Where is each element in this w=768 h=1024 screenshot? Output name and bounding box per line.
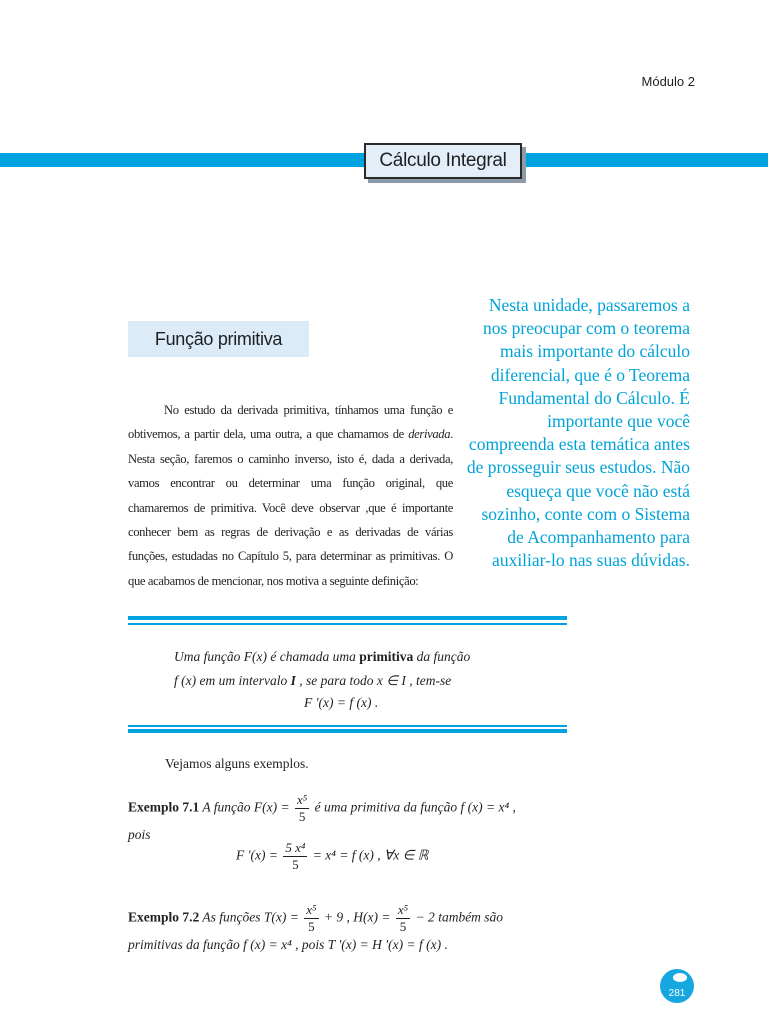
- def-l2-a: em um intervalo: [196, 673, 291, 688]
- example-1-f: f (x) = x⁴ ,: [460, 799, 516, 815]
- example-1-eq-fraction: [283, 840, 307, 873]
- example-1-eq-den: 5: [292, 857, 299, 872]
- example-2-text-a: As funções: [199, 909, 264, 925]
- example-1-label: Exemplo 7.1: [128, 799, 200, 815]
- definition-rule-top-thin: [128, 623, 567, 625]
- example-1-eq-num: 5 x⁴: [285, 840, 306, 855]
- example-2-T-den: 5: [308, 919, 315, 934]
- example-2-H: H(x) =: [353, 909, 394, 925]
- def-l1-math: F(x): [243, 649, 267, 664]
- examples-intro: Vejamos alguns exemplos.: [165, 756, 309, 771]
- example-1-equation: [236, 840, 428, 873]
- example-2-H-num: x⁵: [397, 902, 409, 917]
- def-l1-c: da função: [413, 649, 471, 664]
- example-1-F: F(x) =: [253, 799, 293, 815]
- def-l2-math2: x ∈ I: [376, 673, 406, 688]
- chapter-title: Cálculo Integral: [364, 143, 522, 179]
- module-label: Módulo 2: [641, 74, 695, 89]
- example-2-line-2: primitivas da função f (x) = x⁴ , pois T '(x) = H '(x) = f (x) .: [128, 937, 448, 952]
- example-1-text-b: é uma primitiva da função: [311, 799, 461, 815]
- definition-rule-bottom-thin: [128, 725, 567, 727]
- section-title: Função primitiva: [128, 321, 309, 357]
- example-1-fraction-den: 5: [298, 809, 306, 824]
- intro-text-emphasis: derivada: [408, 427, 451, 442]
- example-2-H-rest: − 2: [412, 909, 439, 925]
- example-1-fraction: [295, 792, 309, 825]
- definition-rule-bottom: [128, 729, 567, 733]
- example-1-fraction-num: x⁵: [297, 792, 308, 807]
- intro-text-a: No estudo da derivada primitiva, tínhamos uma função e obtivemos, a partir dela, uma outra, a que chamamos de: [128, 403, 453, 442]
- example-2-line-1: [128, 902, 503, 935]
- page-number: 281: [668, 987, 686, 999]
- example-2-T: T(x) =: [263, 909, 303, 925]
- intro-paragraph: [128, 398, 453, 593]
- def-l1-bold: primitiva: [359, 649, 414, 664]
- example-1-pois: pois: [128, 827, 151, 842]
- example-1-line-1: [128, 792, 516, 825]
- example-1-text-a: A função: [199, 799, 254, 815]
- definition-line-2: [174, 673, 451, 689]
- example-2-label: Exemplo 7.2: [128, 909, 200, 925]
- example-2-H-den: 5: [399, 919, 407, 934]
- definition-line-3: F '(x) = f (x) .: [304, 695, 379, 710]
- def-l2-math1: f (x): [174, 673, 197, 688]
- example-2-T-fraction: [304, 902, 318, 935]
- sidebar-note: Nesta unidade, passaremos a nos preocupar com o teorema mais importante do cálculo diferencial, que é o Teorema Fundamental do Cálculo. É importante que você compreenda esta temática antes de prosseguir seus estudos. Não esqueça que você não está sozinho, conte com o Sistema de Acompanhamento para auxiliar-lo nas suas dúvidas.: [466, 295, 690, 571]
- def-l2-b: , se para todo: [295, 673, 377, 688]
- def-l1-a: Uma função: [174, 649, 244, 664]
- def-l1-b: é chamada uma: [266, 649, 360, 664]
- badge-highlight: [673, 973, 687, 982]
- example-2-T-num: x⁵: [306, 902, 317, 917]
- example-2-H-fraction: [396, 902, 410, 935]
- def-l2-interval: I: [290, 673, 296, 688]
- example-1-eq-left: F '(x) =: [236, 847, 282, 863]
- example-2-T-rest: + 9 ,: [320, 909, 354, 925]
- example-1-eq-right: = x⁴ = f (x) , ∀x ∈ ℝ: [309, 847, 429, 863]
- example-2-text-b: também são: [438, 909, 504, 925]
- definition-line-1: [174, 649, 470, 665]
- definition-rule-top: [128, 616, 567, 620]
- intro-text-b: . Nesta seção, faremos o caminho inverso, isto é, dada a derivada, vamos encontrar ou determinar uma função original, que chamaremos de primitiva. Você deve observar ,que é importante conhecer bem as regras de derivação e as derivadas de várias funções, estudadas no Capítulo 5, para determinar as primitivas. O que acabamos de mencionar, nos motiva a seguinte definição:: [128, 427, 453, 588]
- page-number-badge: [660, 969, 694, 1003]
- def-l2-c: , tem-se: [405, 673, 452, 688]
